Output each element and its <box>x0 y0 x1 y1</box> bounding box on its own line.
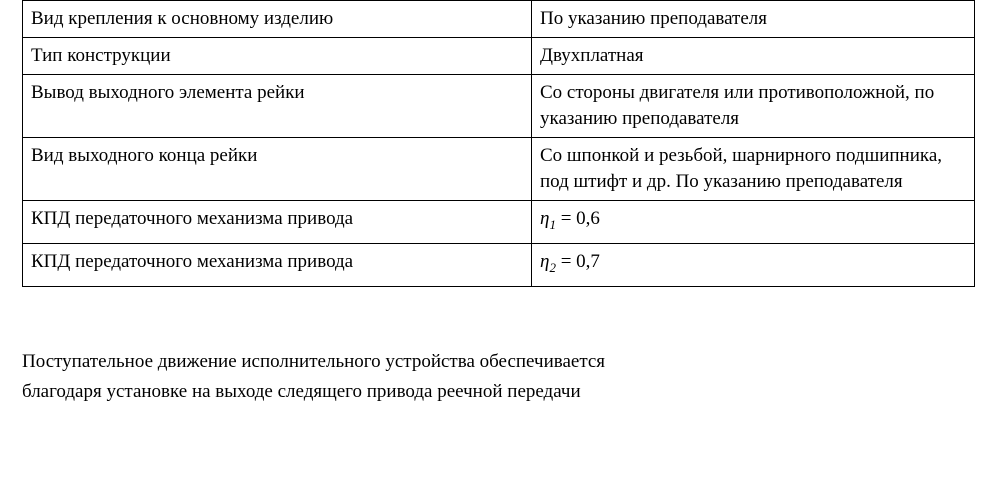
table-cell-value: Двухплатная <box>532 38 975 75</box>
table-row <box>23 243 975 286</box>
table-row <box>23 75 975 138</box>
table-cell-label: Тип конструкции <box>23 38 532 75</box>
table-cell-value-efficiency <box>532 201 975 244</box>
table-row <box>23 138 975 201</box>
eta-symbol: η <box>540 250 550 272</box>
specification-table <box>22 0 975 287</box>
table-cell-value: Со стороны двигателя или противоположной, по указанию преподавателя <box>532 75 975 138</box>
table-cell-label: КПД передаточного механизма привода <box>23 201 532 244</box>
paragraph-line-2: благодаря установке на выходе следящего привода реечной передачи <box>22 380 581 402</box>
body-paragraph <box>22 347 922 407</box>
table-cell-label: КПД передаточного механизма привода <box>23 243 532 286</box>
paragraph-line-1: Поступательное движение исполнительного устройства обеспечивается <box>22 350 606 372</box>
eta-subscript: 2 <box>549 259 556 275</box>
eta-value: = 0,7 <box>555 250 600 272</box>
table-cell-value-efficiency <box>532 243 975 286</box>
table-body <box>23 1 975 287</box>
table-row <box>23 1 975 38</box>
table-cell-label: Вид крепления к основному изделию <box>23 1 532 38</box>
table-row <box>23 38 975 75</box>
table-row <box>23 201 975 244</box>
eta-symbol: η <box>540 208 550 229</box>
table-cell-label: Вывод выходного элемента рейки <box>23 75 532 138</box>
table-cell-value: Со шпонкой и резьбой, шарнирного подшипника, под штифт и др. По указанию преподавателя <box>532 138 975 201</box>
eta-value: = 0,6 <box>555 208 600 229</box>
eta-subscript: 1 <box>549 216 556 232</box>
table-cell-value: По указанию преподавателя <box>532 1 975 38</box>
table-cell-label: Вид выходного конца рейки <box>23 138 532 201</box>
